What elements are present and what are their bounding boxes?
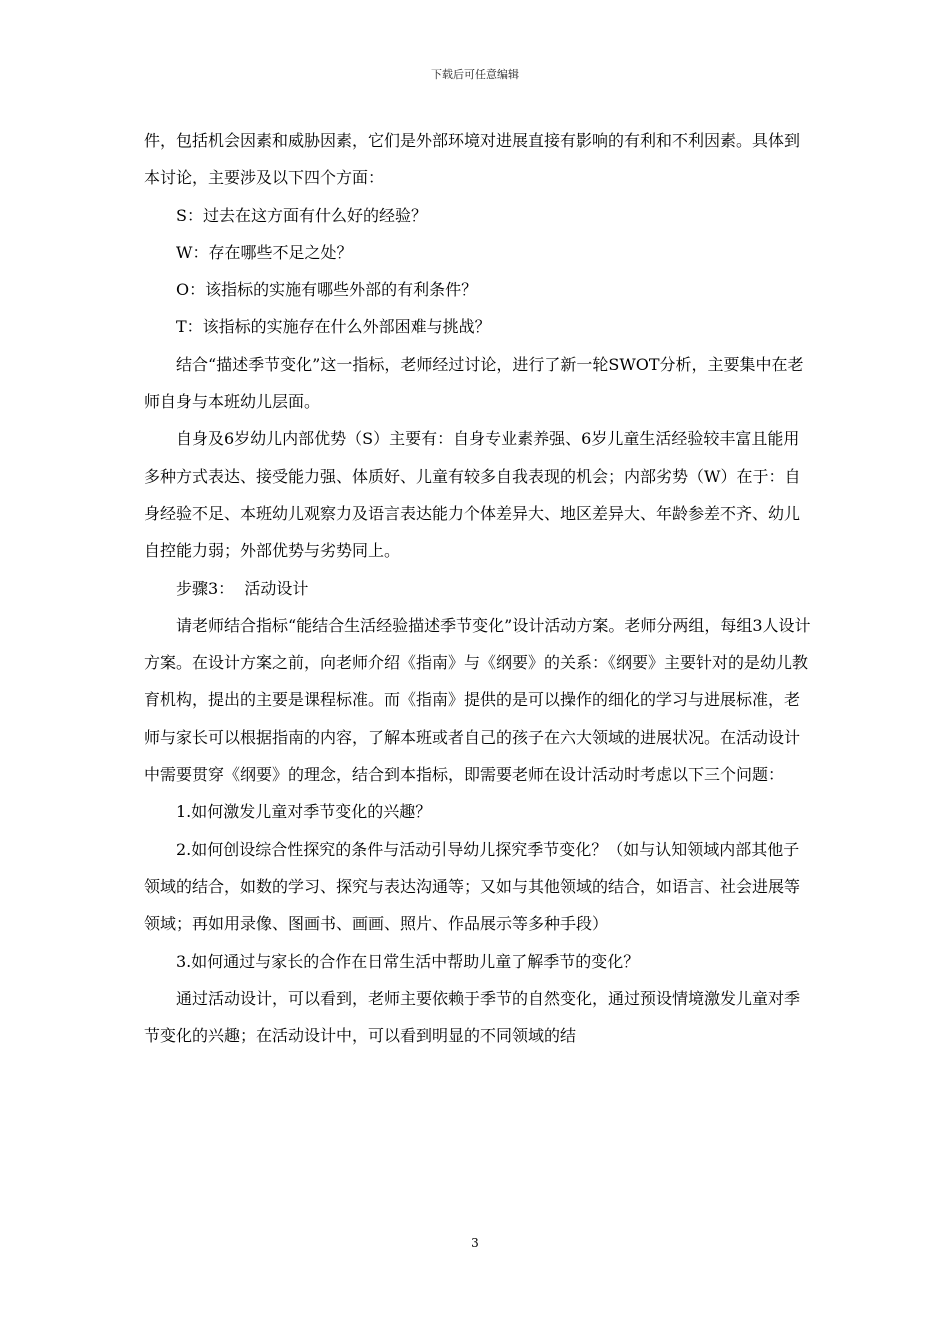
- paragraph: S：过去在这方面有什么好的经验？: [176, 205, 427, 225]
- paragraph: 请老师结合指标“能结合生活经验描述季节变化”设计活动方案。老师分两组，每组3人设计方案。在设计方案之前，向老师介绍《指南》与《纲要》的关系：《纲要》主要针对的是幼儿教育机构，提出的主要是课程标准。而《指南》提供的是可以操作的细化的学习与进展标准，老师与家长可以根据指南的内容，了解本班或者自己的孩子在六大领域的进展状况。在活动设计中需要贯穿《纲要》的理念，结合到本指标，即需要老师在设计活动时考虑以下三个问题：: [144, 615, 811, 785]
- document-body: [144, 122, 812, 1054]
- paragraph: 通过活动设计，可以看到，老师主要依赖于季节的自然变化，通过预设情境激发儿童对季节变化的兴趣；在活动设计中，可以看到明显的不同领域的结: [144, 988, 801, 1046]
- paragraph: T：该指标的实施存在什么外部困难与挑战？: [176, 317, 491, 337]
- paragraph: W：存在哪些不足之处？: [176, 242, 353, 262]
- paragraph: 结合“描述季节变化”这一指标，老师经过讨论，进行了新一轮SWOT分析，主要集中在老师自身与本班幼儿层面。: [144, 354, 804, 412]
- list-item: 3.如何通过与家长的合作在日常生活中帮助儿童了解季节的变化？: [176, 951, 640, 971]
- page-header: 下载后可任意编辑: [431, 68, 519, 81]
- section-heading: 步骤3： 活动设计: [176, 578, 309, 598]
- list-item: 2.如何创设综合性探究的条件与活动引导幼儿探究季节变化？（如与认知领域内部其他子领域的结合，如数的学习、探究与表达沟通等；又如与其他领域的结合，如语言、社会进展等领域；再如用录像、图画书、画画、照片、作品展示等多种手段）: [144, 839, 801, 934]
- paragraph: 自身及6岁幼儿内部优势（S）主要有：自身专业素养强、6岁儿童生活经验较丰富且能用多种方式表达、接受能力强、体质好、儿童有较多自我表现的机会；内部劣势（W）在于：自身经验不足、本班幼儿观察力及语言表达能力个体差异大、地区差异大、年龄参差不齐、幼儿自控能力弱；外部优势与劣势同上。: [144, 429, 801, 561]
- paragraph: O：该指标的实施有哪些外部的有利条件？: [176, 280, 478, 300]
- list-item: 1.如何激发儿童对季节变化的兴趣？: [176, 802, 432, 822]
- paragraph: 件，包括机会因素和威胁因素，它们是外部环境对进展直接有影响的有利和不利因素。具体到本讨论，主要涉及以下四个方面：: [144, 131, 801, 188]
- page-number: 3: [471, 1236, 479, 1250]
